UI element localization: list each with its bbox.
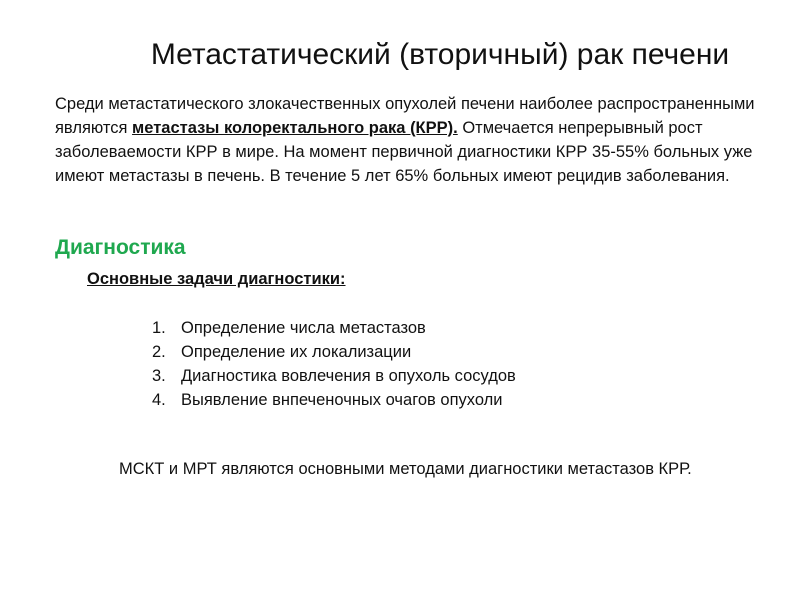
list-item-text: Диагностика вовлечения в опухоль сосудов bbox=[181, 367, 516, 385]
intro-text-part1: Среди метастатического злокачественных опухолей печени наиболее распространенными являются bbox=[55, 95, 755, 137]
task-list bbox=[152, 316, 516, 412]
conclusion-text: МСКТ и МРТ являются основными методами диагностики метастазов КРР. bbox=[119, 460, 692, 478]
slide-title: Метастатический (вторичный) рак печени bbox=[150, 38, 730, 71]
list-item-number: 1. bbox=[152, 319, 166, 337]
list-item bbox=[152, 364, 516, 388]
intro-paragraph bbox=[55, 92, 755, 188]
list-item-text: Определение числа метастазов bbox=[181, 319, 426, 337]
intro-emphasis: метастазы колоректального рака (КРР). bbox=[132, 119, 458, 137]
list-item-text: Выявление внпеченочных очагов опухоли bbox=[181, 391, 503, 409]
list-item bbox=[152, 388, 516, 412]
list-item-number: 3. bbox=[152, 367, 166, 385]
list-item-number: 4. bbox=[152, 391, 166, 409]
intro-text-part2: Отмечается непрерывный рост заболеваемости КРР в мире. На момент первичной диагностики КРР 35-55% больных уже имеют метастазы в печень. В течение 5 лет 65% больных имеют рецидив заболевания. bbox=[55, 119, 753, 185]
diagnostics-heading: Диагностика bbox=[55, 236, 186, 259]
list-item-number: 2. bbox=[152, 343, 166, 361]
list-item bbox=[152, 316, 516, 340]
tasks-heading: Основные задачи диагностики: bbox=[87, 270, 346, 288]
list-item-text: Определение их локализации bbox=[181, 343, 412, 361]
list-item bbox=[152, 340, 516, 364]
